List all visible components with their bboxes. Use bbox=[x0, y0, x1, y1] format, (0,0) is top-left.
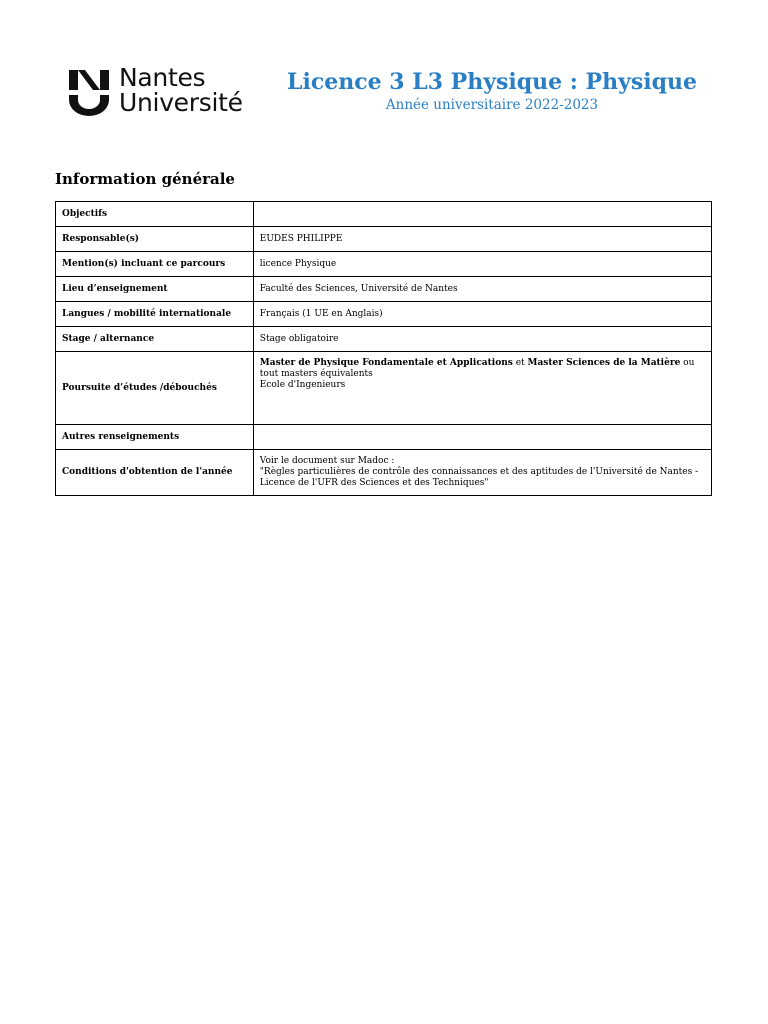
row-label: Stage / alternance bbox=[56, 327, 254, 352]
table-row bbox=[56, 425, 712, 450]
table-row bbox=[56, 302, 712, 327]
logo-line-1: Nantes bbox=[119, 63, 206, 92]
document-header bbox=[282, 68, 702, 114]
table-row bbox=[56, 277, 712, 302]
row-label: Langues / mobilité internationale bbox=[56, 302, 254, 327]
table-row bbox=[56, 450, 712, 496]
row-label: Autres renseignements bbox=[56, 425, 254, 450]
engineering-school: Ecole d'Ingenieurs bbox=[259, 380, 346, 390]
row-value bbox=[253, 352, 711, 425]
master-2: Master Sciences de la Matière bbox=[527, 358, 681, 368]
logo-wordmark bbox=[119, 65, 243, 115]
table-row bbox=[56, 352, 712, 425]
row-label: Responsable(s) bbox=[56, 227, 254, 252]
row-value: EUDES PHILIPPE bbox=[253, 227, 711, 252]
academic-year: Année universitaire 2022-2023 bbox=[385, 97, 599, 113]
table-row bbox=[56, 202, 712, 227]
general-information-table bbox=[55, 201, 712, 496]
row-label: Objectifs bbox=[56, 202, 254, 227]
row-label: Mention(s) incluant ce parcours bbox=[56, 252, 254, 277]
nantes-universite-logo-mark-icon bbox=[69, 70, 109, 116]
conditions-document: "Règles particulières de contrôle des connaissances et des aptitudes de l'Université de Nantes - Licence de l'UFR des Sciences et des Techniques" bbox=[259, 467, 699, 488]
further-studies-text bbox=[260, 358, 705, 380]
table-row bbox=[56, 327, 712, 352]
logo-line-2: Université bbox=[119, 88, 243, 117]
row-value bbox=[253, 202, 711, 227]
row-value bbox=[253, 425, 711, 450]
page-title: Licence 3 L3 Physique : Physique bbox=[287, 69, 697, 95]
table-row bbox=[56, 227, 712, 252]
further-studies-rest: ou tout masters équivalents bbox=[259, 358, 695, 379]
section-title: Information générale bbox=[55, 170, 235, 188]
row-label: Lieu d’enseignement bbox=[56, 277, 254, 302]
row-value: Français (1 UE en Anglais) bbox=[253, 302, 711, 327]
row-value bbox=[253, 450, 711, 496]
university-logo bbox=[69, 63, 269, 118]
row-label: Conditions d'obtention de l'année bbox=[56, 450, 254, 496]
row-label: Poursuite d’études /débouchés bbox=[56, 352, 254, 425]
conditions-intro: Voir le document sur Madoc : bbox=[259, 456, 395, 466]
master-1: Master de Physique Fondamentale et Applications bbox=[259, 358, 513, 368]
conjunction: et bbox=[512, 358, 528, 368]
table-row bbox=[56, 252, 712, 277]
row-value: Faculté des Sciences, Université de Nantes bbox=[253, 277, 711, 302]
row-value: licence Physique bbox=[253, 252, 711, 277]
row-value: Stage obligatoire bbox=[253, 327, 711, 352]
